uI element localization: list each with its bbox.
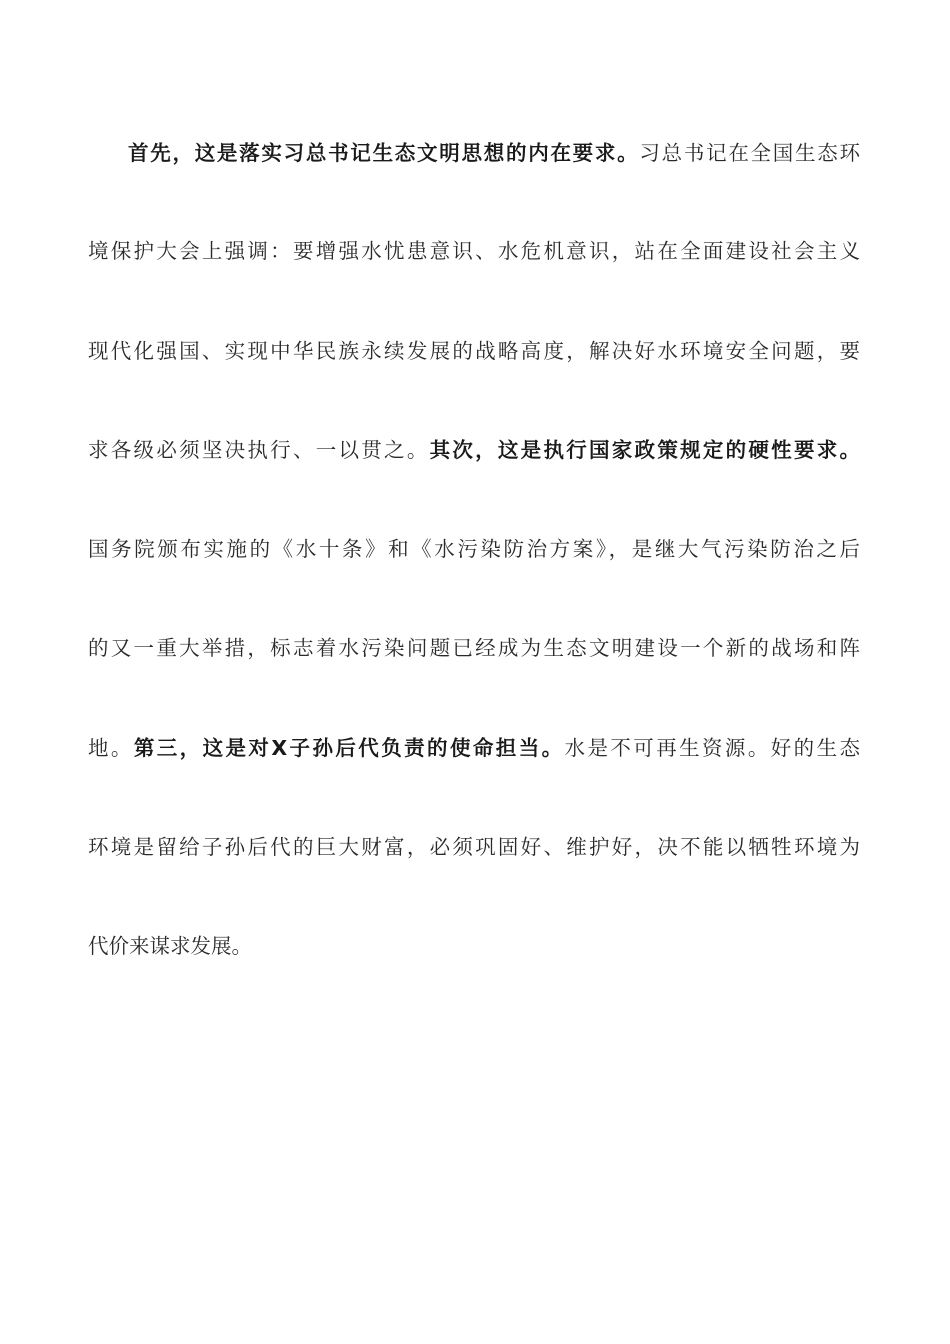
body-text: 地。 — [88, 736, 134, 760]
heading-phrase: 其次，这是执行国家政策规定的硬性要求。 — [429, 438, 861, 462]
paragraph-line — [88, 931, 860, 961]
paragraph-line — [88, 435, 860, 465]
body-text: 习总书记在全国生态环 — [639, 141, 860, 165]
body-text: 的又一重大举措，标志着水污染问题已经成为生态文明建设一个新的战场和阵 — [88, 636, 860, 660]
heading-phrase: 第三，这是对X子孙后代负责的使命担当。 — [133, 736, 565, 760]
body-text: 求各级必须坚决执行、一以贯之。 — [88, 438, 430, 462]
body-text: 国务院颁布实施的《水十条》和《水污染防治方案》，是继大气污染防治之后 — [88, 537, 860, 561]
heading-phrase: 首先，这是落实习总书记生态文明思想的内在要求。 — [128, 141, 640, 165]
paragraph-line — [88, 832, 860, 862]
body-text: 代价来谋求发展。 — [88, 934, 252, 958]
body-text: 境保护大会上强调：要增强水忧患意识、水危机意识，站在全面建设社会主义 — [88, 239, 860, 263]
body-text: 现代化强国、实现中华民族永续发展的战略高度，解决好水环境安全问题，要 — [88, 339, 860, 363]
body-text: 水是不可再生资源。好的生态 — [564, 736, 861, 760]
paragraph-line — [88, 534, 860, 564]
body-text: 环境是留给子孙后代的巨大财富，必须巩固好、维护好，决不能以牺牲环境为 — [88, 835, 860, 859]
paragraph-line — [88, 733, 860, 763]
paragraph-line — [88, 336, 860, 366]
paragraph-line — [88, 633, 860, 663]
paragraph-line — [128, 138, 860, 168]
paragraph-line — [88, 236, 860, 266]
